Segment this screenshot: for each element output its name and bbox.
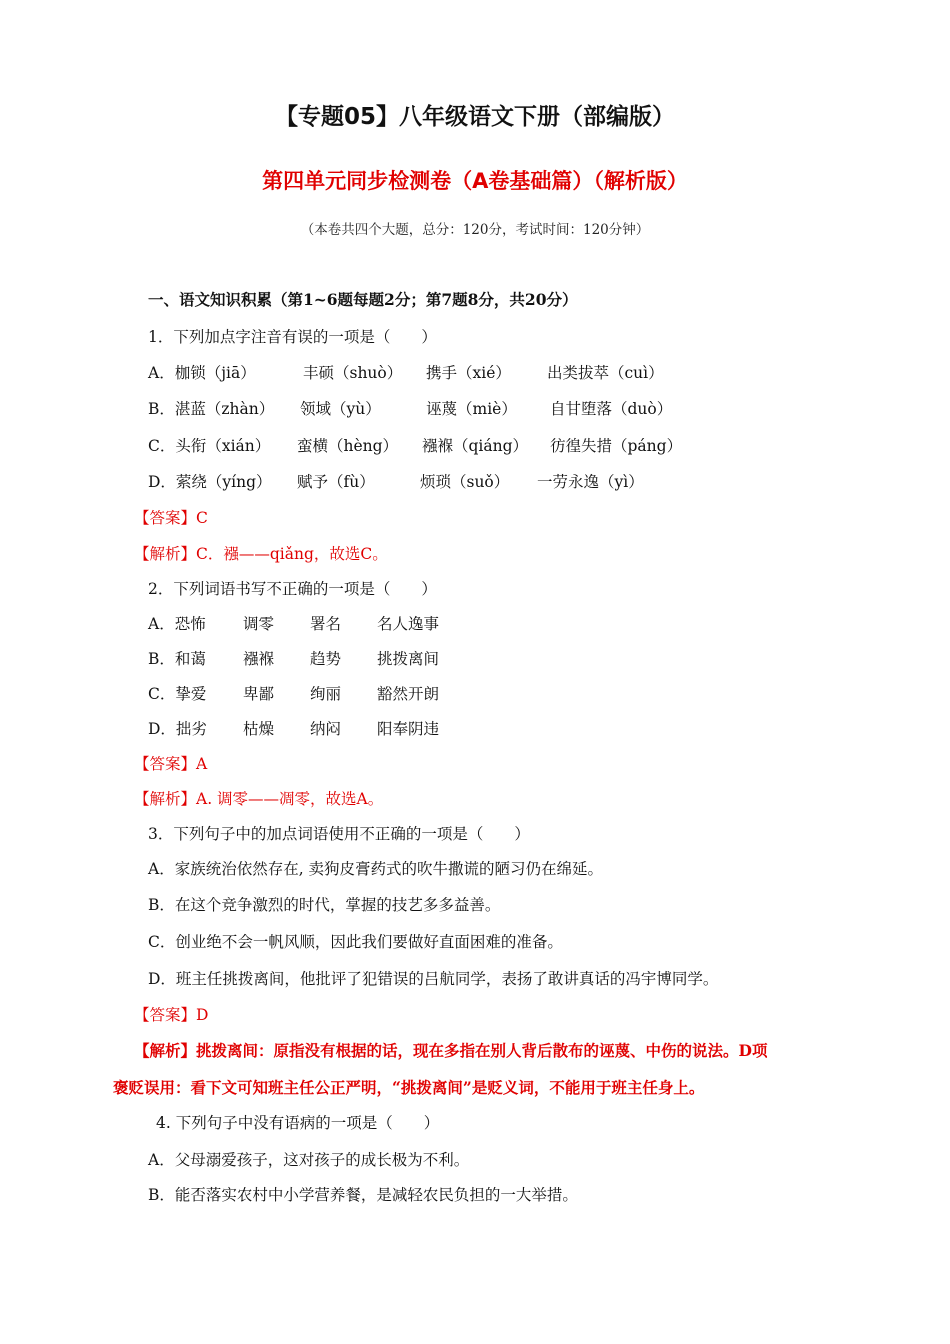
q2-c-1: C．挚爱: [148, 685, 207, 703]
q4-option-a: A．父母溺爱孩子，这对孩子的成长极为不利。: [148, 1151, 470, 1169]
q3-option-c: C．创业绝不会一帆风顺，因此我们要做好直面困难的准备。: [148, 933, 563, 951]
q1-d-4: 一劳永逸（yì）: [537, 473, 644, 491]
document-title: 【专题05】八年级语文下册（部编版）: [274, 104, 675, 130]
q2-c-3: 绚丽: [310, 685, 342, 703]
document-subtitle: 第四单元同步检测卷（A卷基础篇）（解析版）: [262, 169, 688, 193]
q1-d-1: D．萦绕（yíng）: [148, 473, 272, 491]
q1-answer: 【答案】C: [134, 509, 208, 527]
q2-a-4: 名人逸事: [377, 615, 440, 633]
q3-stem: 3．下列句子中的加点词语使用不正确的一项是（ ）: [148, 825, 530, 843]
q1-b-4: 自甘堕落（duò）: [550, 400, 673, 418]
q2-d-3: 纳闷: [310, 720, 342, 738]
section-heading: 一、语文知识积累（第1~6题每题2分；第7题8分，共20分）: [148, 290, 578, 309]
q1-stem: 1．下列加点字注音有误的一项是（ ）: [148, 328, 437, 346]
q2-b-1: B．和蔼: [148, 650, 206, 668]
q2-c-4: 豁然开朗: [377, 685, 440, 703]
q1-a-2: 丰硕（shuò）: [303, 364, 403, 382]
q4-stem: 4. 下列句子中没有语病的一项是（ ）: [156, 1114, 440, 1132]
q2-a-3: 署名: [310, 615, 342, 633]
q2-d-1: D．拙劣: [148, 720, 207, 738]
q1-a-1: A．枷锁（jiā）: [148, 364, 256, 382]
q2-b-4: 挑拨离间: [377, 650, 440, 668]
q1-a-3: 携手（xié）: [426, 364, 511, 382]
q2-c-2: 卑鄙: [243, 685, 275, 703]
q1-d-3: 烦琐（suǒ）: [420, 473, 510, 491]
q3-option-b: B．在这个竞争激烈的时代，掌握的技艺多多益善。: [148, 896, 501, 914]
q2-a-1: A．恐怖: [148, 615, 206, 633]
q1-analysis: 【解析】C．襁——qiǎng，故选C。: [134, 545, 388, 563]
q2-d-4: 阳奉阴违: [377, 720, 440, 738]
q1-c-3: 襁褓（qiáng）: [422, 437, 529, 455]
q1-a-4: 出类拔萃（cuì）: [547, 364, 664, 382]
q2-analysis: 【解析】A. 调零——凋零，故选A。: [134, 790, 384, 808]
q1-c-1: C．头衔（xián）: [148, 437, 271, 455]
q1-b-2: 领域（yù）: [300, 400, 381, 418]
q2-stem: 2．下列词语书写不正确的一项是（ ）: [148, 580, 437, 598]
q1-d-2: 赋予（fù）: [297, 473, 375, 491]
q2-answer: 【答案】A: [134, 755, 208, 773]
q3-analysis-line2: 褒贬误用：看下文可知班主任公正严明，“挑拨离间”是贬义词，不能用于班主任身上。: [113, 1078, 705, 1097]
q4-option-b: B．能否落实农村中小学营养餐，是减轻农民负担的一大举措。: [148, 1186, 578, 1204]
q2-d-2: 枯燥: [243, 720, 275, 738]
q2-b-2: 襁褓: [243, 650, 275, 668]
q3-option-a: A．家族统治依然存在, 卖狗皮膏药式的吹牛撒谎的陋习仍在绵延。: [148, 860, 604, 878]
q1-b-3: 诬蔑（miè）: [426, 400, 517, 418]
q1-c-2: 蛮横（hèng）: [297, 437, 399, 455]
q2-a-2: 调零: [243, 615, 275, 633]
q3-answer: 【答案】D: [134, 1006, 209, 1024]
q1-b-1: B．湛蓝（zhàn）: [148, 400, 275, 418]
q3-analysis-line1: 【解析】挑拨离间：原指没有根据的话，现在多指在别人背后散布的诬蔑、中伤的说法。D项: [134, 1041, 768, 1060]
q3-option-d: D．班主任挑拨离间，他批评了犯错误的吕航同学，表扬了敢讲真话的冯宇博同学。: [148, 970, 719, 988]
exam-note: （本卷共四个大题，总分：120分，考试时间：120分钟）: [300, 222, 650, 238]
q1-c-4: 彷徨失措（páng）: [550, 437, 683, 455]
q2-b-3: 趋势: [310, 650, 342, 668]
